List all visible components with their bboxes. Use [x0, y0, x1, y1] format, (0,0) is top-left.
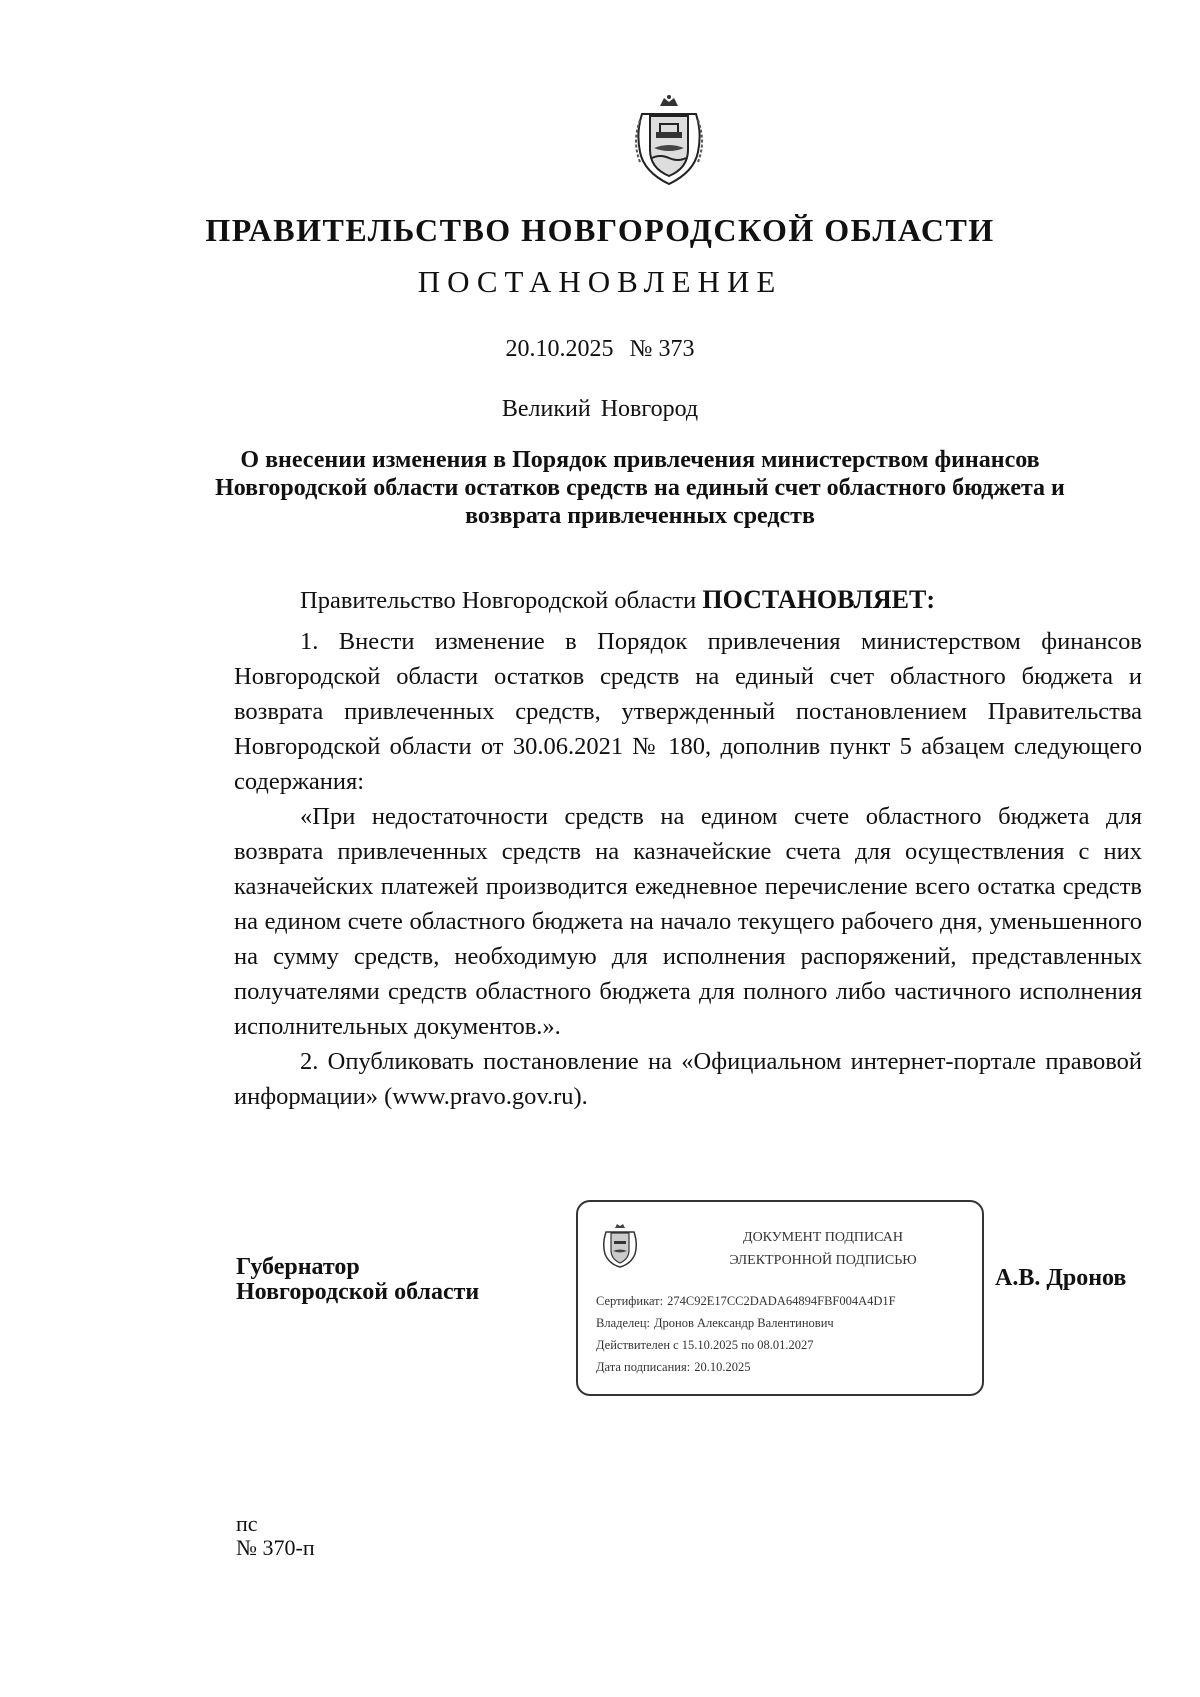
- stamp-certificate-label: Сертификат:: [596, 1294, 664, 1308]
- stamp-validity: Действителен с 15.10.2025 по 08.01.2027: [596, 1338, 814, 1352]
- stamp-heading-line1: ДОКУМЕНТ ПОДПИСАН: [743, 1230, 903, 1245]
- signatory-title: [236, 1255, 479, 1305]
- coat-of-arms-icon: [630, 92, 708, 188]
- document-body: [234, 582, 1142, 1114]
- stamp-details: [596, 1290, 976, 1378]
- stamp-heading: [688, 1226, 958, 1272]
- paragraph-1: 1. Внести изменение в Порядок привлечения министерством финансов Новгородской области остатков средств на единый счет областного бюджета и возврата привлеченных средств, утвержденный постановлением Правительства Новгородской области от 30.06.2021 № 180, дополнив пункт 5 абзацем следующего содержания:: [234, 628, 1142, 795]
- preamble-verb: ПОСТАНОВЛЯЕТ:: [702, 585, 935, 614]
- stamp-certificate: [596, 1290, 976, 1312]
- stamp-signed-date: [596, 1356, 976, 1378]
- preamble-text: Правительство Новгородской области: [300, 587, 697, 614]
- footer-line1: пс: [236, 1511, 258, 1536]
- document-number: № 373: [629, 336, 695, 362]
- paragraph-quote: «При недостаточности средств на едином счете областного бюджета для возврата привлеченных средств на казначейские счета для осуществления с них казначейских платежей производится ежедневное перечисление всего остатка средств на едином счете областного бюджета на начало текущего рабочего дня, уменьшенного на сумму средств, необходимую для исполнения распоряжений, представленных получателями средств областного бюджета для полного либо частичного исполнения исполнительных документов.».: [234, 803, 1142, 1040]
- government-title: ПРАВИТЕЛЬСТВО НОВГОРОДСКОЙ ОБЛАСТИ: [205, 212, 995, 248]
- document-date: 20.10.2025: [505, 336, 614, 362]
- electronic-signature-stamp: [576, 1200, 984, 1396]
- stamp-owner-label: Владелец:: [596, 1316, 650, 1330]
- preamble: [234, 582, 1142, 618]
- footer-reference: [236, 1512, 315, 1560]
- stamp-coat-of-arms-icon: [600, 1222, 640, 1268]
- stamp-certificate-value: 274C92E17CC2DADA64894FBF004A4D1F: [667, 1294, 896, 1308]
- document-subject: О внесении изменения в Порядок привлечения министерством финансов Новгородской области остатков средств на единый счет областного бюджета и возврата привлеченных средств: [215, 447, 1065, 529]
- stamp-heading-line2: ЭЛЕКТРОННОЙ ПОДПИСЬЮ: [729, 1253, 917, 1268]
- stamp-signed-label: Дата подписания:: [596, 1360, 691, 1374]
- date-and-number: [0, 336, 1200, 363]
- stamp-signed-value: 20.10.2025: [694, 1360, 751, 1374]
- signatory-title-line1: Губернатор: [236, 1254, 360, 1280]
- document-type: ПОСТАНОВЛЕНИЕ: [417, 264, 783, 299]
- footer-line2: № 370-п: [236, 1535, 315, 1560]
- city: Великий Новгород: [501, 396, 699, 422]
- signatory-title-line2: Новгородской области: [236, 1279, 480, 1305]
- paragraph-2: 2. Опубликовать постановление на «Официальном интернет-портале правовой информации» (www.pravo.gov.ru).: [234, 1048, 1142, 1110]
- stamp-owner: [596, 1312, 976, 1334]
- signatory-name: А.В. Дронов: [995, 1265, 1127, 1291]
- stamp-owner-value: Дронов Александр Валентинович: [653, 1316, 834, 1330]
